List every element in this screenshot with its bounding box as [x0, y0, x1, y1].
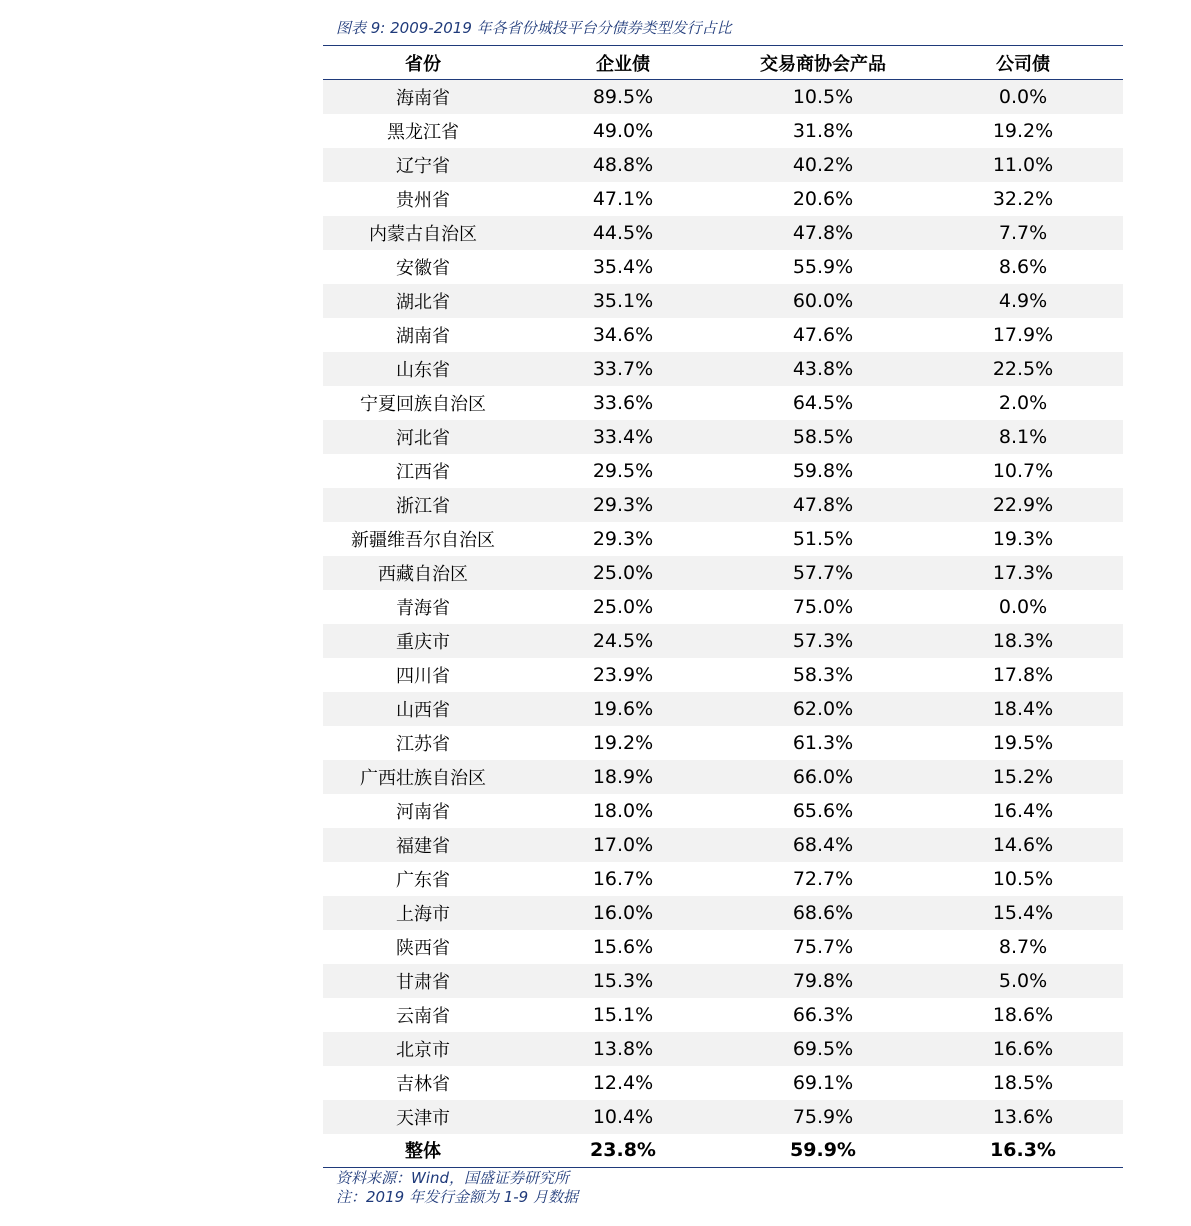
cell-province: 青海省: [396, 597, 450, 619]
table-row: [323, 760, 1123, 794]
cell-corporate-bond: 10.7%: [992, 459, 1054, 482]
cell-enterprise-bond: 48.8%: [523, 148, 723, 182]
cell-corporate-bond: 10.5%: [992, 867, 1054, 890]
cell-province: 上海市: [323, 896, 523, 930]
cell-province: 江苏省: [396, 733, 450, 755]
table-row: [323, 1100, 1123, 1134]
notes-block: [336, 1169, 578, 1207]
table-row: [323, 726, 1123, 760]
cell-enterprise-bond: 10.4%: [523, 1100, 723, 1134]
cell-province: 内蒙古自治区: [323, 216, 523, 250]
cell-province: 甘肃省: [323, 964, 523, 998]
cell-province: 浙江省: [323, 488, 523, 522]
cell-province: 宁夏回族自治区: [360, 393, 486, 415]
cell-corporate-bond: 14.6%: [923, 828, 1123, 862]
cell-nafmii-product: 47.8%: [723, 216, 923, 250]
table-row: [323, 216, 1123, 250]
cell-enterprise-bond: 15.1%: [592, 1003, 654, 1026]
cell-corporate-bond: 2.0%: [998, 391, 1048, 414]
cell-corporate-bond: 18.6%: [992, 1003, 1054, 1026]
table-row: [323, 522, 1123, 556]
table-row: [323, 624, 1123, 658]
cell-corporate-bond: 32.2%: [992, 187, 1054, 210]
table-container: [323, 45, 1123, 1168]
cell-corporate-bond: 17.3%: [923, 556, 1123, 590]
cell-corporate-bond: 8.1%: [923, 420, 1123, 454]
table-body: [323, 80, 1123, 1168]
cell-corporate-bond: 8.7%: [998, 935, 1048, 958]
cell-corporate-bond: 19.5%: [992, 731, 1054, 754]
header-corporate-bond: 公司债: [923, 46, 1123, 80]
cell-corporate-bond: 0.0%: [998, 595, 1048, 618]
cell-nafmii-product: 64.5%: [792, 391, 854, 414]
cell-nafmii-product: 47.6%: [792, 323, 854, 346]
table-row: [323, 114, 1123, 148]
cell-nafmii-product: 51.5%: [792, 527, 854, 550]
cell-corporate-bond: 0.0%: [923, 80, 1123, 114]
table-row: [323, 862, 1123, 896]
cell-nafmii-product: 20.6%: [792, 187, 854, 210]
cell-corporate-bond: 22.9%: [923, 488, 1123, 522]
cell-province: 广西壮族自治区: [323, 760, 523, 794]
cell-enterprise-bond: 25.0%: [592, 595, 654, 618]
total-cell-nafmii-product: 59.9%: [723, 1134, 923, 1168]
cell-enterprise-bond: 23.9%: [592, 663, 654, 686]
cell-enterprise-bond: 44.5%: [523, 216, 723, 250]
cell-corporate-bond: 18.5%: [992, 1071, 1054, 1094]
cell-province: 贵州省: [396, 189, 450, 211]
cell-enterprise-bond: 13.8%: [523, 1032, 723, 1066]
cell-province: 新疆维吾尔自治区: [351, 529, 495, 551]
total-cell-corporate-bond: 16.3%: [923, 1134, 1123, 1168]
cell-nafmii-product: 61.3%: [792, 731, 854, 754]
cell-province: 安徽省: [396, 257, 450, 279]
cell-nafmii-product: 43.8%: [723, 352, 923, 386]
cell-enterprise-bond: 24.5%: [523, 624, 723, 658]
cell-corporate-bond: 19.3%: [992, 527, 1054, 550]
table-row: [323, 318, 1123, 352]
cell-enterprise-bond: 19.2%: [592, 731, 654, 754]
cell-corporate-bond: 15.4%: [923, 896, 1123, 930]
table-row: [323, 930, 1123, 964]
issuance-share-table: [323, 45, 1123, 1168]
cell-nafmii-product: 66.0%: [723, 760, 923, 794]
cell-corporate-bond: 16.4%: [992, 799, 1054, 822]
cell-nafmii-product: 75.0%: [792, 595, 854, 618]
cell-enterprise-bond: 49.0%: [592, 119, 654, 142]
table-header-row: [323, 46, 1123, 80]
figure-title: 图表 9: 2009-2019 年各省份城投平台分债券类型发行占比: [336, 19, 732, 37]
cell-province: 北京市: [323, 1032, 523, 1066]
cell-corporate-bond: 13.6%: [923, 1100, 1123, 1134]
header-enterprise-bond: 企业债: [523, 46, 723, 80]
cell-nafmii-product: 59.8%: [792, 459, 854, 482]
cell-nafmii-product: 68.4%: [723, 828, 923, 862]
cell-province: 辽宁省: [323, 148, 523, 182]
table-row: [323, 80, 1123, 114]
cell-enterprise-bond: 34.6%: [592, 323, 654, 346]
table-row: [323, 794, 1123, 828]
table-row: [323, 556, 1123, 590]
cell-enterprise-bond: 35.1%: [523, 284, 723, 318]
cell-enterprise-bond: 15.6%: [592, 935, 654, 958]
header-province: 省份: [323, 46, 523, 80]
table-row: [323, 284, 1123, 318]
cell-nafmii-product: 40.2%: [723, 148, 923, 182]
table-row: [323, 964, 1123, 998]
cell-enterprise-bond: 29.5%: [592, 459, 654, 482]
cell-enterprise-bond: 33.7%: [523, 352, 723, 386]
cell-corporate-bond: 8.6%: [998, 255, 1048, 278]
cell-corporate-bond: 17.9%: [992, 323, 1054, 346]
cell-corporate-bond: 11.0%: [923, 148, 1123, 182]
cell-enterprise-bond: 29.3%: [523, 488, 723, 522]
cell-corporate-bond: 5.0%: [923, 964, 1123, 998]
cell-nafmii-product: 62.0%: [723, 692, 923, 726]
cell-corporate-bond: 7.7%: [923, 216, 1123, 250]
cell-enterprise-bond: 12.4%: [592, 1071, 654, 1094]
cell-corporate-bond: 15.2%: [923, 760, 1123, 794]
cell-nafmii-product: 31.8%: [792, 119, 854, 142]
table-row: [323, 488, 1123, 522]
cell-nafmii-product: 69.1%: [792, 1071, 854, 1094]
cell-province: 福建省: [323, 828, 523, 862]
cell-enterprise-bond: 16.0%: [523, 896, 723, 930]
cell-nafmii-product: 57.3%: [723, 624, 923, 658]
header-nafmii-product: 交易商协会产品: [723, 46, 923, 80]
total-cell-province: 整体: [323, 1134, 523, 1168]
cell-nafmii-product: 58.5%: [723, 420, 923, 454]
cell-nafmii-product: 75.7%: [792, 935, 854, 958]
cell-province: 河北省: [323, 420, 523, 454]
table-row: [323, 454, 1123, 488]
cell-corporate-bond: 18.3%: [923, 624, 1123, 658]
cell-enterprise-bond: 17.0%: [523, 828, 723, 862]
cell-province: 吉林省: [396, 1073, 450, 1095]
cell-nafmii-product: 65.6%: [792, 799, 854, 822]
table-total-row: [323, 1134, 1123, 1168]
cell-nafmii-product: 75.9%: [723, 1100, 923, 1134]
cell-nafmii-product: 55.9%: [792, 255, 854, 278]
cell-province: 海南省: [323, 80, 523, 114]
cell-enterprise-bond: 89.5%: [523, 80, 723, 114]
table-row: [323, 352, 1123, 386]
cell-province: 黑龙江省: [387, 121, 459, 143]
cell-nafmii-product: 60.0%: [723, 284, 923, 318]
table-row: [323, 896, 1123, 930]
cell-province: 江西省: [396, 461, 450, 483]
cell-corporate-bond: 19.2%: [992, 119, 1054, 142]
total-cell-enterprise-bond: 23.8%: [523, 1134, 723, 1168]
cell-nafmii-product: 47.8%: [723, 488, 923, 522]
table-row: [323, 828, 1123, 862]
cell-province: 四川省: [396, 665, 450, 687]
table-row: [323, 148, 1123, 182]
cell-corporate-bond: 17.8%: [992, 663, 1054, 686]
cell-province: 河南省: [396, 801, 450, 823]
table-row: [323, 250, 1123, 284]
cell-enterprise-bond: 29.3%: [592, 527, 654, 550]
table-row: [323, 590, 1123, 624]
cell-enterprise-bond: 16.7%: [592, 867, 654, 890]
cell-province: 陕西省: [396, 937, 450, 959]
cell-province: 重庆市: [323, 624, 523, 658]
cell-corporate-bond: 4.9%: [923, 284, 1123, 318]
cell-province: 广东省: [396, 869, 450, 891]
cell-province: 云南省: [396, 1005, 450, 1027]
cell-province: 山东省: [323, 352, 523, 386]
cell-nafmii-product: 66.3%: [792, 1003, 854, 1026]
cell-corporate-bond: 16.6%: [923, 1032, 1123, 1066]
cell-nafmii-product: 58.3%: [792, 663, 854, 686]
cell-province: 山西省: [323, 692, 523, 726]
cell-enterprise-bond: 33.4%: [523, 420, 723, 454]
cell-nafmii-product: 79.8%: [723, 964, 923, 998]
cell-nafmii-product: 68.6%: [723, 896, 923, 930]
cell-province: 湖南省: [396, 325, 450, 347]
cell-enterprise-bond: 18.0%: [592, 799, 654, 822]
table-row: [323, 1032, 1123, 1066]
cell-nafmii-product: 72.7%: [792, 867, 854, 890]
cell-province: 湖北省: [323, 284, 523, 318]
table-row: [323, 998, 1123, 1032]
cell-corporate-bond: 18.4%: [923, 692, 1123, 726]
cell-corporate-bond: 22.5%: [923, 352, 1123, 386]
cell-province: 天津市: [323, 1100, 523, 1134]
cell-nafmii-product: 10.5%: [723, 80, 923, 114]
cell-enterprise-bond: 33.6%: [592, 391, 654, 414]
footnote: 注：2019 年发行金额为 1-9 月数据: [336, 1188, 578, 1206]
cell-nafmii-product: 57.7%: [723, 556, 923, 590]
table-row: [323, 692, 1123, 726]
table-row: [323, 386, 1123, 420]
table-row: [323, 182, 1123, 216]
source-note: 资料来源：Wind，国盛证券研究所: [336, 1169, 570, 1187]
table-row: [323, 420, 1123, 454]
cell-enterprise-bond: 47.1%: [592, 187, 654, 210]
cell-enterprise-bond: 19.6%: [523, 692, 723, 726]
cell-province: 西藏自治区: [323, 556, 523, 590]
cell-enterprise-bond: 18.9%: [523, 760, 723, 794]
cell-enterprise-bond: 25.0%: [523, 556, 723, 590]
table-row: [323, 658, 1123, 692]
table-row: [323, 1066, 1123, 1100]
cell-enterprise-bond: 35.4%: [592, 255, 654, 278]
cell-enterprise-bond: 15.3%: [523, 964, 723, 998]
cell-nafmii-product: 69.5%: [723, 1032, 923, 1066]
